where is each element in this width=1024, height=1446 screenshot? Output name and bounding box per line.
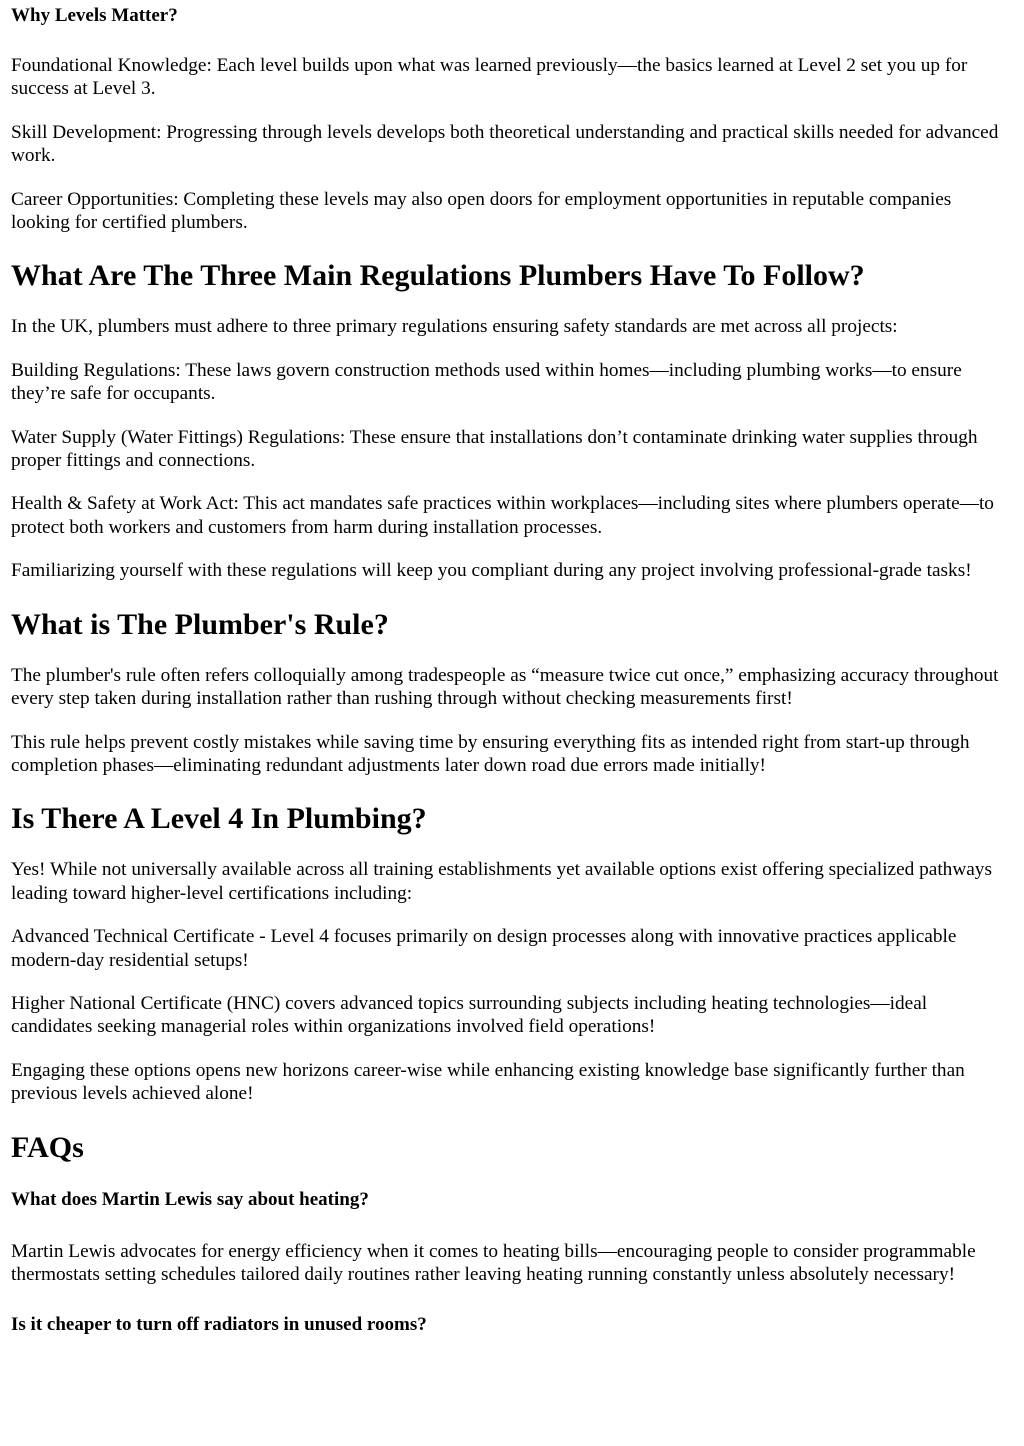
paragraph-plumbers-rule-benefit: This rule helps prevent costly mistakes while saving time by ensuring everything fits as intended right from start-up through completion phases—eliminating redundant adjustments later down road due errors made initially! (11, 731, 970, 776)
paragraph-foundational-knowledge: Foundational Knowledge: Each level builds upon what was learned previously—the basics learned at Level 2 set you up for success at Level 3. (11, 55, 968, 100)
paragraph-familiarizing: Familiarizing yourself with these regulations will keep you compliant during any project involving professional-grade tasks! (11, 560, 972, 582)
paragraph-plumbers-rule-definition: The plumber's rule often refers colloquially among tradespeople as “measure twice cut once,” emphasizing accuracy throughout every step taken during installation rather than rushing through without checking measurements first! (11, 664, 999, 710)
paragraph-water-supply-regulations: Water Supply (Water Fittings) Regulations: These ensure that installations don’t contaminate drinking water supplies through proper fittings and connections. (11, 426, 978, 472)
paragraph-career-opportunities: Career Opportunities: Completing these levels may also open doors for employment opportunities in reputable companies looking for certified plumbers. (11, 188, 952, 234)
section-heading-level-4: Is There A Level 4 In Plumbing? (11, 802, 427, 836)
faq-question-radiators: Is it cheaper to turn off radiators in unused rooms? (11, 1314, 427, 1336)
section-heading-plumbers-rule: What is The Plumber's Rule? (11, 607, 389, 641)
paragraph-regulations-intro: In the UK, plumbers must adhere to three primary regulations ensuring safety standards are met across all projects: (11, 316, 898, 338)
faq-question-martin-lewis: What does Martin Lewis say about heating? (11, 1188, 369, 1210)
paragraph-building-regulations: Building Regulations: These laws govern construction methods used within homes—including plumbing works—to ensure they’re safe for occupants. (11, 359, 962, 405)
paragraph-hnc: Higher National Certificate (HNC) covers advanced topics surrounding subjects including heating technologies—ideal candidates seeking managerial roles within organizations involved field operations! (11, 992, 928, 1038)
paragraph-level-4-intro: Yes! While not universally available across all training establishments yet available options exist offering specialized pathways leading toward higher-level certifications including: (11, 859, 992, 904)
section-heading-faqs: FAQs (11, 1130, 84, 1164)
paragraph-advanced-technical-certificate: Advanced Technical Certificate - Level 4 focuses primarily on design processes along with innovative practices applicable modern-day residential setups! (11, 926, 957, 971)
section-heading-why-levels-matter: Why Levels Matter? (11, 5, 178, 26)
paragraph-engaging-options: Engaging these options opens new horizons career-wise while enhancing existing knowledge base significantly further than previous levels achieved alone! (11, 1059, 965, 1105)
faq-answer-martin-lewis: Martin Lewis advocates for energy efficiency when it comes to heating bills—encouraging people to consider programmable thermostats setting schedules tailored daily routines rather leaving heating running constantly unless absolutely necessary! (11, 1240, 976, 1285)
paragraph-skill-development: Skill Development: Progressing through levels develops both theoretical understanding and practical skills needed for advanced work. (11, 121, 999, 167)
paragraph-health-safety-act: Health & Safety at Work Act: This act mandates safe practices within workplaces—including sites where plumbers operate—to protect both workers and customers from harm during installation processes. (11, 493, 994, 538)
section-heading-three-regulations: What Are The Three Main Regulations Plumbers Have To Follow? (11, 259, 865, 293)
